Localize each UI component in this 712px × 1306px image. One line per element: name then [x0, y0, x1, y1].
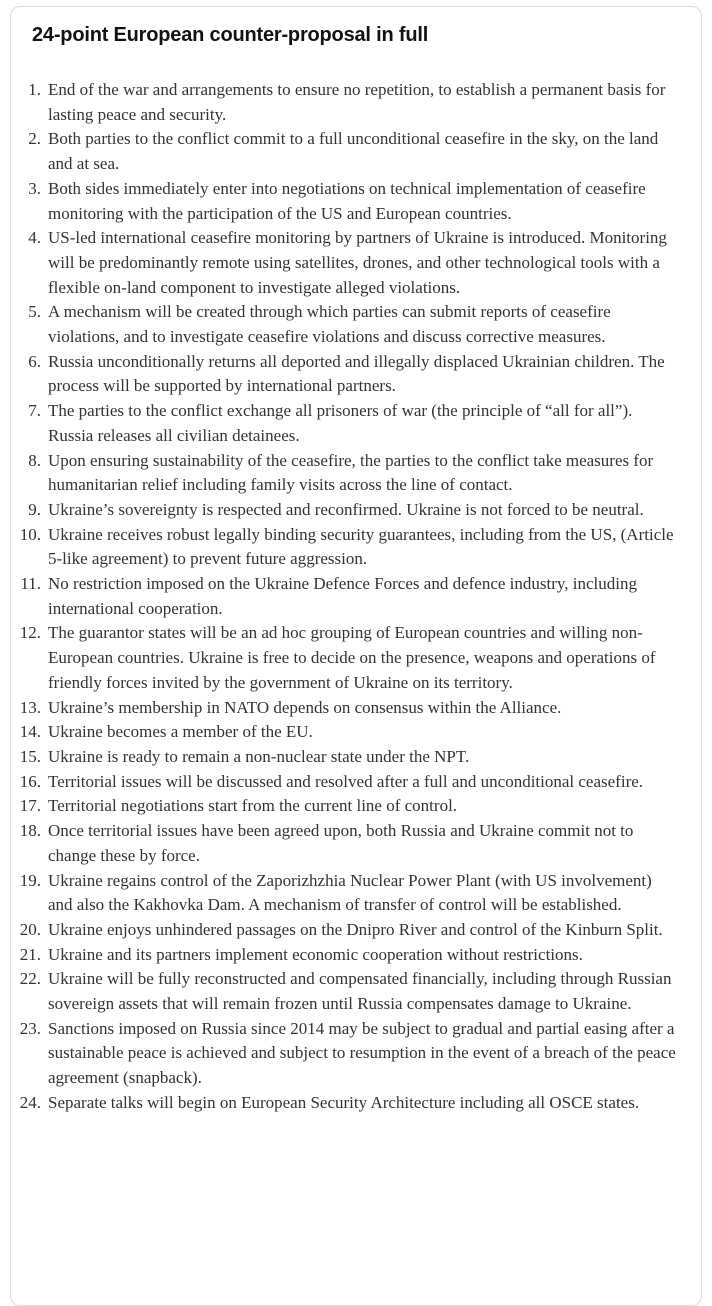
proposal-item: Ukraine becomes a member of the EU. [48, 722, 313, 742]
proposal-item: Once territorial issues have been agreed upon, both Russia and Ukraine commit not to change these by force. [48, 821, 634, 865]
proposal-item: Ukraine and its partners implement economic cooperation without restrictions. [48, 944, 583, 964]
proposal-item: Ukraine will be fully reconstructed and compensated financially, including through Russian sovereign assets that will remain frozen until Russia compensates damage to Ukraine. [48, 969, 672, 1014]
proposal-item: Territorial negotiations start from the current line of control. [48, 796, 458, 816]
proposal-card [10, 6, 702, 1306]
proposal-item: Ukraine’s sovereignty is respected and reconfirmed. Ukraine is not forced to be neutral. [48, 499, 644, 519]
proposal-item: Ukraine regains control of the Zaporizhzhia Nuclear Power Plant (with US involvement) and also the Kakhovka Dam. A mechanism of transfer of control will be established. [48, 870, 652, 915]
proposal-item: Sanctions imposed on Russia since 2014 may be subject to gradual and partial easing after a sustainable peace is achieved and subject to resumption in the event of a breach of the peace agreement (snapback). [48, 1018, 676, 1088]
proposal-item: End of the war and arrangements to ensure no repetition, to establish a permanent basis for lasting peace and security. [48, 80, 666, 124]
proposal-item: The parties to the conflict exchange all prisoners of war (the principle of “all for all”). Russia releases all civilian detainees. [48, 401, 633, 445]
proposal-item: Russia unconditionally returns all deported and illegally displaced Ukrainian children. The process will be supported by international partners. [48, 351, 665, 396]
card-title: 24-point European counter-proposal in full [32, 24, 429, 46]
proposal-item: Separate talks will begin on European Security Architecture including all OSCE states. [48, 1092, 640, 1112]
proposal-item: Ukraine is ready to remain a non-nuclear state under the NPT. [48, 746, 470, 766]
proposal-item: Both sides immediately enter into negotiations on technical implementation of ceasefire monitoring with the participation of the US and European countries. [48, 178, 646, 223]
proposal-item: The guarantor states will be an ad hoc grouping of European countries and willing non-European countries. Ukraine is free to decide on the presence, weapons and operations of friendly forces invited by the government of Ukraine on its territory. [48, 623, 656, 692]
proposal-list [32, 78, 677, 1116]
proposal-item: Upon ensuring sustainability of the ceasefire, the parties to the conflict take measures for humanitarian relief including family visits across the line of contact. [48, 450, 654, 495]
proposal-item: Ukraine’s membership in NATO depends on consensus within the Alliance. [48, 697, 562, 717]
proposal-item: US-led international ceasefire monitoring by partners of Ukraine is introduced. Monitoring will be predominantly remote using satellites, drones, and other technological tools with a flexible on-land component to investigate alleged violations. [48, 228, 667, 297]
proposal-item: Ukraine receives robust legally binding security guarantees, including from the US, (Article 5-like agreement) to prevent future aggression. [48, 524, 674, 569]
proposal-item: Territorial issues will be discussed and resolved after a full and unconditional ceasefire. [48, 771, 644, 791]
proposal-item: Both parties to the conflict commit to a full unconditional ceasefire in the sky, on the land and at sea. [48, 129, 659, 174]
proposal-item: No restriction imposed on the Ukraine Defence Forces and defence industry, including international cooperation. [48, 574, 637, 618]
proposal-item: A mechanism will be created through which parties can submit reports of ceasefire violations, and to investigate ceasefire violations and discuss corrective measures. [48, 302, 611, 347]
proposal-item: Ukraine enjoys unhindered passages on the Dnipro River and control of the Kinburn Split. [48, 919, 663, 939]
